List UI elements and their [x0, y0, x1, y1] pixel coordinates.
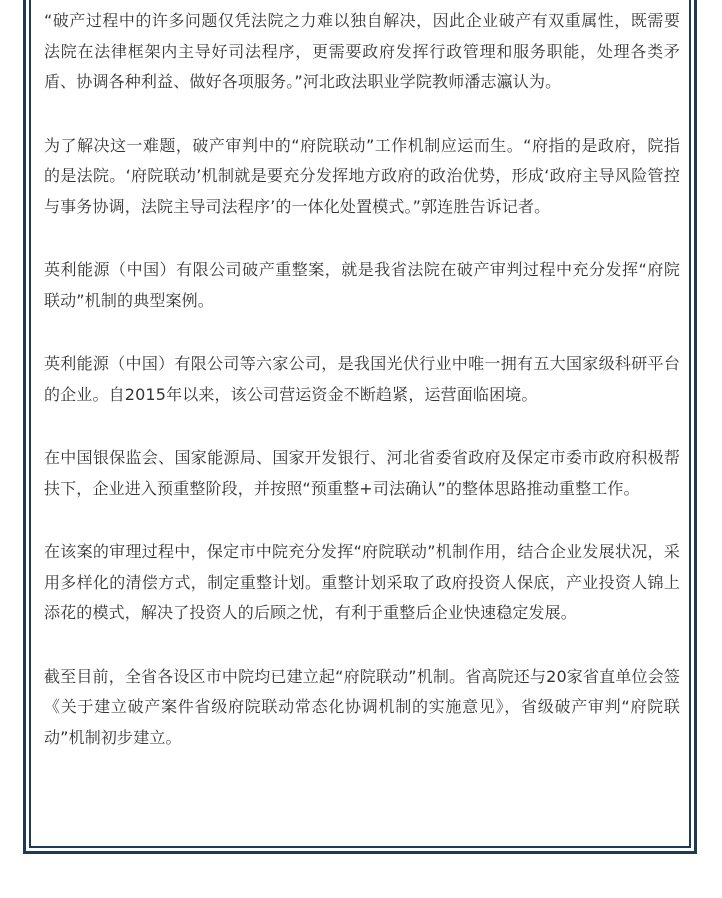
paragraph-7: 截至目前，全省各设区市中院均已建立起“府院联动”机制。省高院还与20家省直单位会签《关于建立破产案件省级府院联动常态化协调机制的实施意见》，省级破产审判“府院联动”机制初步建立。 [44, 666, 680, 747]
article-body [44, 6, 680, 786]
paragraph-6: 在该案的审理过程中，保定市中院充分发挥“府院联动”机制作用，结合企业发展状况，采用多样化的清偿方式，制定重整计划。重整计划采取了政府投资人保底，产业投资人锦上添花的模式，解决了投资人的后顾之忧，有利于重整后企业快速稳定发展。 [44, 542, 680, 622]
paragraph-5: 在中国银保监会、国家能源局、国家开发银行、河北省委省政府及保定市委市政府积极帮扶下，企业进入预重整阶段，并按照“预重整+司法确认”的整体思路推动重整工作。 [44, 448, 680, 498]
paragraph-1: “破产过程中的许多问题仅凭法院之力难以独自解决，因此企业破产有双重属性，既需要法院在法律框架内主导好司法程序，更需要政府发挥行政管理和服务职能，处理各类矛盾、协调各种利益、做好各项服务。”河北政法职业学院教师潘志瀛认为。 [44, 11, 680, 91]
paragraph-2: 为了解决这一难题，破产审判中的“府院联动”工作机制应运而生。“府指的是政府，院指的是法院。‘府院联动’机制就是要充分发挥地方政府的政治优势，形成‘政府主导风险管控与事务协调，法院主导司法程序’的一体化处置模式。”郭连胜告诉记者。 [44, 135, 680, 216]
paragraph-3: 英利能源（中国）有限公司破产重整案，就是我省法院在破产审判过程中充分发挥“府院联动”机制的典型案例。 [44, 260, 680, 310]
paragraph-4: 英利能源（中国）有限公司等六家公司，是我国光伏行业中唯一拥有五大国家级科研平台的企业。自2015年以来，该公司营运资金不断趋紧，运营面临困境。 [44, 354, 680, 404]
